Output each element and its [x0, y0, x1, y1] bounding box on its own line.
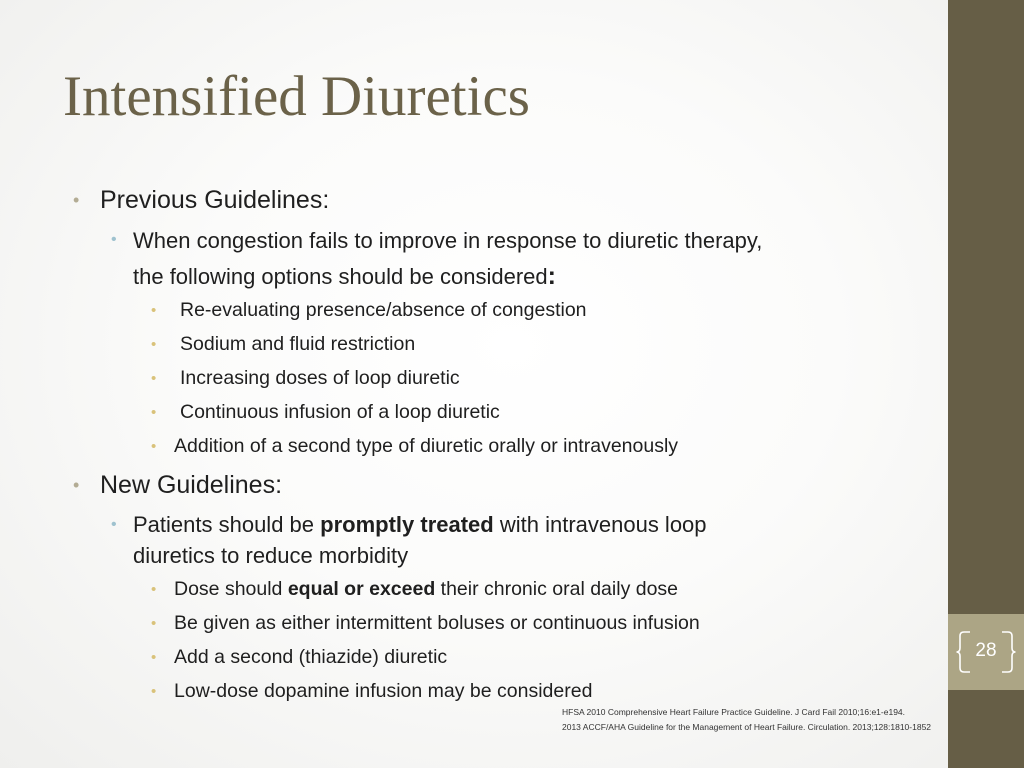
bullet-icon: •: [151, 581, 157, 598]
reference-line: HFSA 2010 Comprehensive Heart Failure Practice Guideline. J Card Fail 2010;16:e1-e194.: [562, 707, 906, 717]
previous-item: Sodium and fluid restriction: [180, 333, 416, 355]
new-item: Low-dose dopamine infusion may be considered: [174, 680, 593, 702]
references: [562, 705, 931, 735]
slide-number-box: [948, 614, 1024, 690]
previous-item: Increasing doses of loop diuretic: [180, 367, 460, 389]
previous-subpoint-line1: When congestion fails to improve in response to diuretic therapy,: [133, 228, 763, 253]
new-item-emphasis: equal or exceed: [287, 578, 436, 600]
new-item: Add a second (thiazide) diuretic: [174, 646, 448, 668]
previous-guidelines-heading: Previous Guidelines:: [100, 186, 330, 214]
bullet-icon: •: [151, 438, 157, 455]
bullet-icon: •: [151, 302, 157, 319]
new-subpoint-line2: diuretics to reduce morbidity: [133, 543, 409, 568]
new-item: Be given as either intermittent boluses or continuous infusion: [174, 612, 700, 634]
bullet-icon: •: [151, 649, 157, 666]
previous-item: Continuous infusion of a loop diuretic: [180, 401, 500, 423]
bullet-icon: •: [151, 404, 157, 421]
previous-subpoint-text: the following options should be considered: [133, 264, 548, 289]
bullet-icon: •: [73, 475, 80, 495]
previous-subpoint-colon: :: [547, 262, 556, 290]
slide-title: Intensified Diuretics: [63, 65, 530, 128]
reference-line: 2013 ACCF/AHA Guideline for the Management of Heart Failure. Circulation. 2013;128:1810-1852: [562, 722, 932, 732]
bullet-icon: •: [73, 190, 80, 210]
bullet-icon: •: [151, 683, 157, 700]
bullet-icon: •: [151, 615, 157, 632]
slide-number: 28: [975, 640, 997, 661]
new-item-text: their chronic oral daily dose: [435, 578, 679, 600]
new-subpoint-text: Patients should be: [133, 512, 321, 537]
new-item-text: Dose should: [174, 578, 288, 600]
new-subpoint-line1: [133, 512, 707, 538]
previous-item: Re-evaluating presence/absence of congestion: [180, 299, 587, 321]
previous-subpoint-line2: [133, 262, 556, 291]
bullet-icon: •: [111, 231, 117, 248]
bullet-icon: •: [151, 336, 157, 353]
new-item: [174, 578, 678, 601]
previous-item: Addition of a second type of diuretic orally or intravenously: [174, 435, 679, 457]
bullet-icon: •: [111, 516, 117, 533]
bracket-frame: [956, 630, 1016, 674]
new-subpoint-emphasis: promptly treated: [320, 512, 494, 537]
new-guidelines-heading: New Guidelines:: [100, 471, 283, 499]
bullet-icon: •: [151, 370, 157, 387]
new-subpoint-text: with intravenous loop: [493, 512, 707, 537]
